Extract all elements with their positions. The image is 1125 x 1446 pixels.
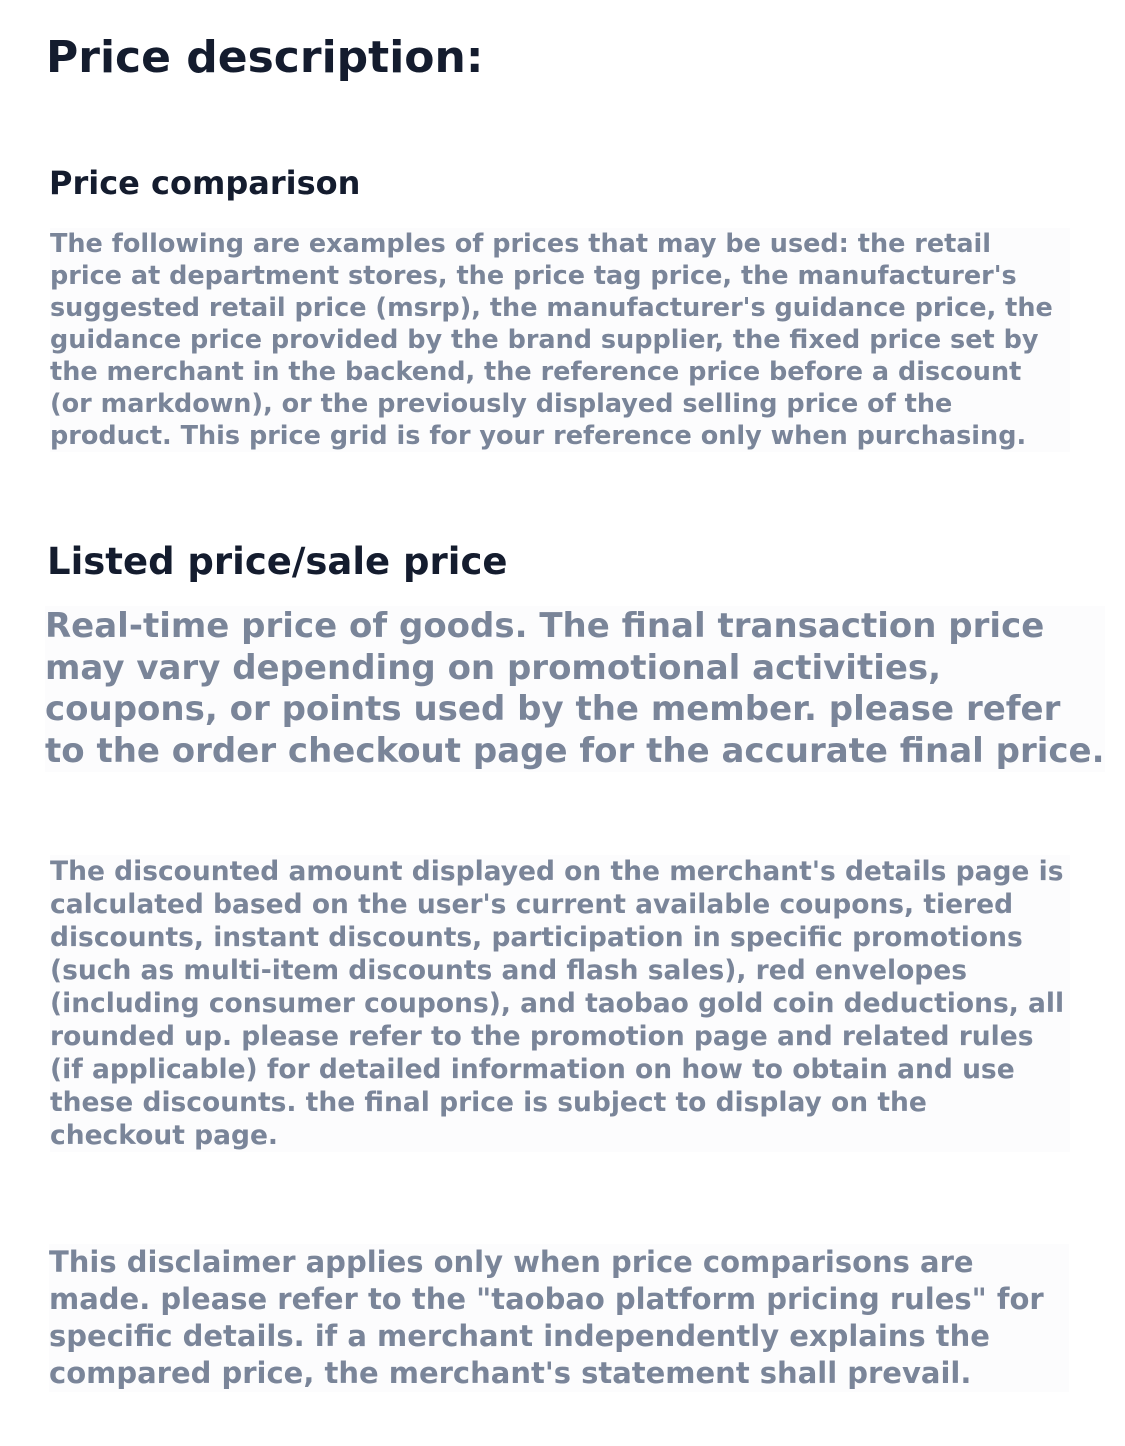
- disclaimer-text: This disclaimer applies only when price comparisons are made. please refer to the "taobao platform pricing rules" for specific details. if a merchant independently explains the compared price, the merchant's statement shall prevail.: [49, 1244, 1069, 1392]
- price-comparison-heading: Price comparison: [49, 164, 361, 202]
- listed-price-text: Real-time price of goods. The final transaction price may vary depending on promotional activities, coupons, or points used by the member. please refer to the order checkout page for the accurate final price.: [45, 606, 1105, 771]
- listed-price-heading: Listed price/sale price: [47, 540, 508, 583]
- price-comparison-text: The following are examples of prices that may be used: the retail price at department stores, the price tag price, the manufacturer's suggested retail price (msrp), the manufacturer's guidance price, the guidance price provided by the brand supplier, the fixed price set by the merchant in the backend, the reference price before a discount (or markdown), or the previously displayed selling price of the product. This price grid is for your reference only when purchasing.: [50, 228, 1070, 452]
- page-title: Price description:: [46, 32, 484, 83]
- discount-explanation-text: The discounted amount displayed on the merchant's details page is calculated based on the user's current available coupons, tiered discounts, instant discounts, participation in specific promotions (such as multi-item discounts and flash sales), red envelopes (including consumer coupons), and taobao gold coin deductions, all rounded up. please refer to the promotion page and related rules (if applicable) for detailed information on how to obtain and use these discounts. the final price is subject to display on the checkout page.: [50, 855, 1070, 1152]
